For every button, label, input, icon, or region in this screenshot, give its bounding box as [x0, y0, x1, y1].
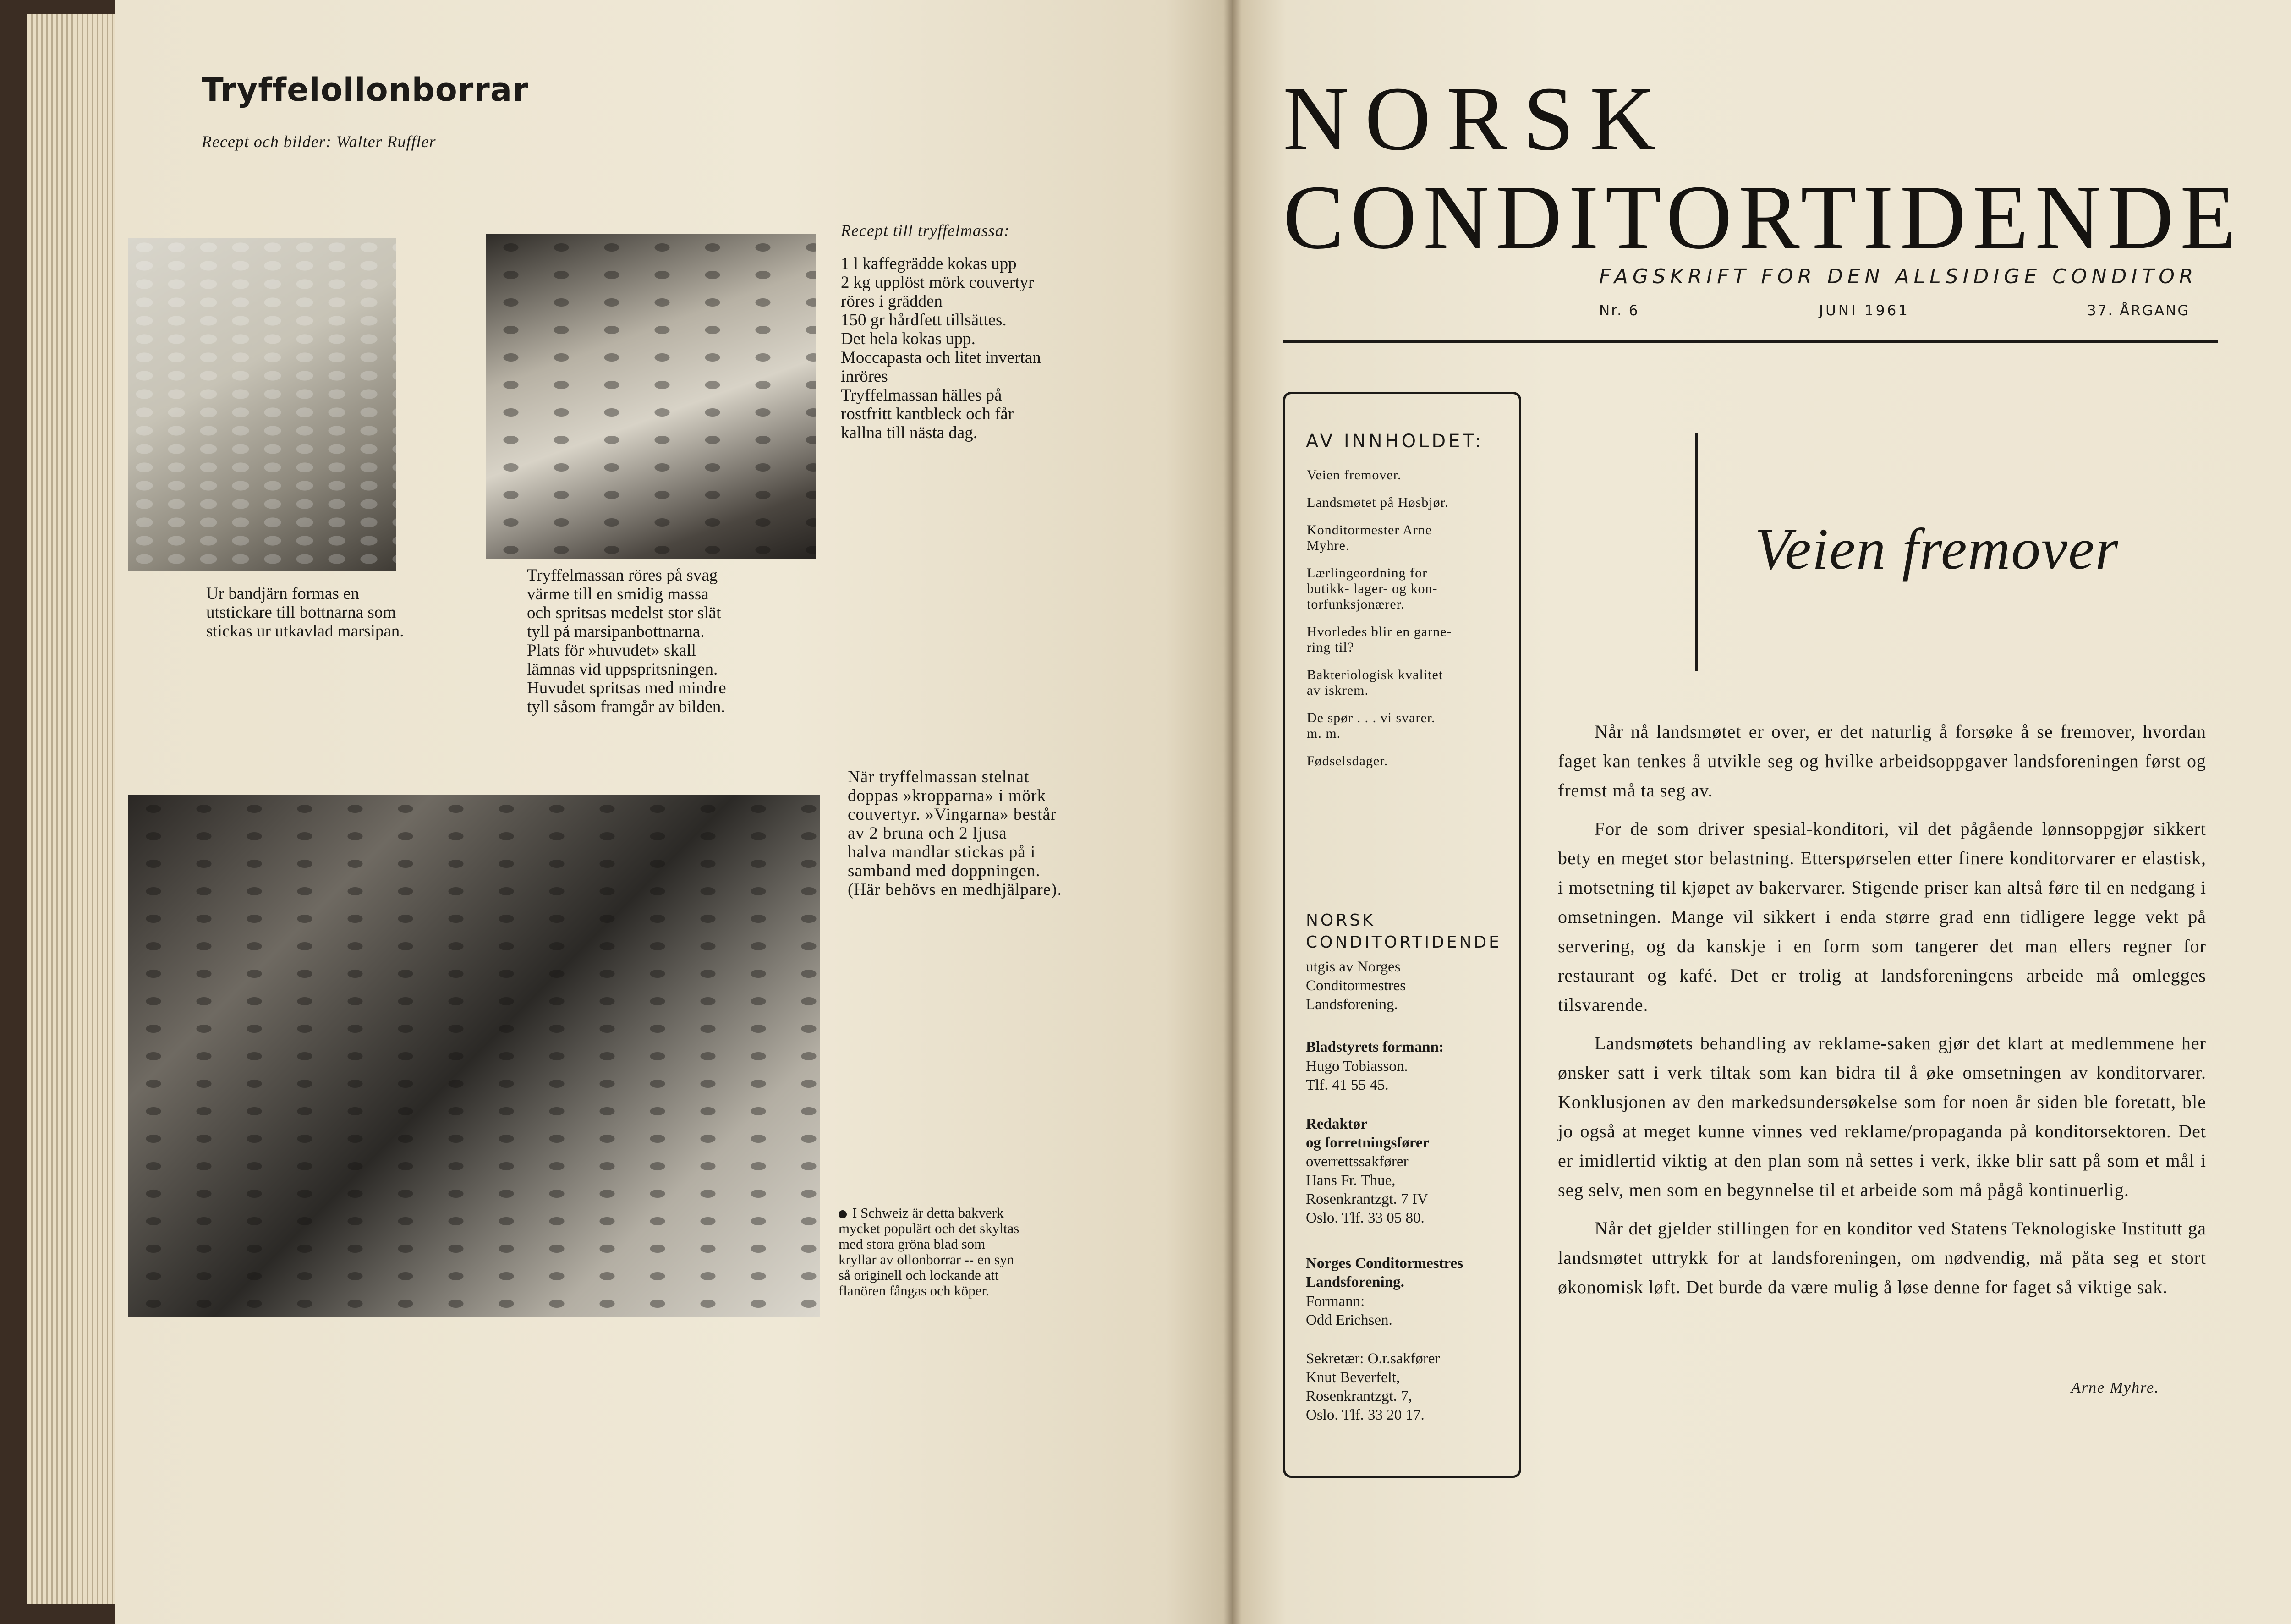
- contents-item: Bakteriologisk kvalitet av iskrem.: [1307, 667, 1443, 698]
- masthead-conditortidende: CONDITORTIDENDE: [1283, 167, 2243, 268]
- colophon-title: NORSK CONDITORTIDENDE: [1306, 911, 1502, 952]
- article-paragraph: Når det gjelder stillingen for en konditor ved Statens Teknologiske Institutt ga landsmøtet uttrykk for at landsforeningen, om nødvendig, må påta seg et stort økonomisk løft. Det burde da være mulig å løse denne for faget så viktige sak.: [1558, 1218, 2206, 1297]
- recipe-ingredients: 1 l kaffegrädde kokas upp 2 kg upplöst mörk couvertyr röres i grädden 150 gr hårdfett tillsättes. Det hela kokas upp. Moccapasta och litet invertan inröres Tryffelmassan hälles på rostfritt kantbleck och får kallna till nästa dag.: [841, 254, 1041, 442]
- contents-heading: AV INNHOLDET:: [1306, 431, 1484, 452]
- masthead-subtitle: FAGSKRIFT FOR DEN ALLSIDIGE CONDITOR: [1599, 265, 2198, 288]
- colophon-chair: Hugo Tobiasson. Tlf. 41 55 45.: [1306, 1058, 1408, 1093]
- colophon-association-label: Norges Conditormestres Landsforening.: [1306, 1255, 1463, 1290]
- bullet-note-text: I Schweiz är detta bakverk mycket populärt och det skyltas med stora gröna blad som kryllar av ollonborrar -- en syn så originell och lockande att flanören fångas och köper.: [839, 1205, 1019, 1299]
- article-title: Veien fremover: [1755, 516, 2119, 582]
- contents-list: [1307, 467, 1508, 781]
- colophon-secretary: Sekretær: O.r.sakfører Knut Beverfelt, Rosenkrantzgt. 7, Oslo. Tlf. 33 20 17.: [1306, 1350, 1440, 1423]
- masthead-rule: [1283, 340, 2218, 343]
- recipe-byline: Recept och bilder: Walter Ruffler: [202, 132, 436, 151]
- recipe-heading: Recept till tryffelmassa:: [841, 221, 1010, 240]
- photo-dipping-couverture: [128, 795, 820, 1317]
- contents-item: Fødselsdager.: [1307, 753, 1388, 768]
- photo-dipping-pattern: [128, 795, 820, 1317]
- contents-item: Konditormester Arne Myhre.: [1307, 522, 1432, 553]
- photo-piping-truffle: [486, 234, 816, 559]
- caption-marzipan: Ur bandjärn formas en utstickare till bottnarna som stickas ur utkavlad marsipan.: [206, 584, 404, 641]
- book-gutter: [1223, 0, 1242, 1624]
- article-paragraph: For de som driver spesial-konditori, vil det pågående lønnsoppgjør sikkert bety en meget stor belastning. Etterspørselen etter finere konditorvarer er elastisk, i motsetning til kjøpet av bakervarer. Stigende priser kan altså føre til en nedgang i omsetningen. Mange vil sikkert i enda større grad enn tidligere legge vekt på servering, og da kanskje i en form som tangerer det man ellers regner for restaurant og kafé. Det er trolig at landsforeningens arbeide må omlegges tilsvarende.: [1558, 818, 2206, 1015]
- caption-piping: Tryffelmassan röres på svag värme till en smidig massa och spritsas medelst stor slät tyll på marsipanbottnarna. Plats för »huvudet» skall lämnas vid uppspritsningen. Huvudet spritsas med mindre tyll såsom framgår av bilden.: [527, 566, 726, 716]
- photo-piping-pattern: [486, 234, 816, 559]
- article-paragraph: Landsmøtets behandling av reklame-saken gjør det klart at medlemmene her ønsker satt i verk tiltak som kan bidra til å øke omsetningen av konditorvarer. Konklusjonen av den markedsundersøkelse som for noen år siden ble foretatt, ble jo også at meget kunne vinnes ved reklame/propaganda på konditorsektoren. Det er imidlertid viktig at den plan som nå settes i verk, ikke blir satt på som et mål i seg selv, men som en begynnelse til et arbeide som må pågå kontinuerlig.: [1558, 1033, 2206, 1200]
- book-page-edges: [27, 14, 119, 1604]
- photo-marzipan-pattern: [128, 238, 396, 571]
- colophon-chair-label: Bladstyrets formann:: [1306, 1039, 1444, 1055]
- bullet-note: [839, 1205, 1132, 1299]
- contents-item: Landsmøtet på Høsbjør.: [1307, 495, 1449, 510]
- contents-item: Veien fremover.: [1307, 467, 1402, 483]
- contents-item: Hvorledes blir en garne- ring til?: [1307, 624, 1452, 655]
- colophon-editor-label: Redaktør og forretningsfører: [1306, 1116, 1430, 1151]
- contents-item: Lærlingeordning for butikk- lager- og kon- torfunksjonærer.: [1307, 565, 1438, 612]
- title-vertical-rule: [1695, 433, 1698, 671]
- issue-date: JUNI 1961: [1819, 302, 1910, 319]
- caption-dipping: När tryffelmassan stelnat doppas »kropparna» i mörk couvertyr. »Vingarna» består av 2 bruna och 2 ljusa halva mandlar stickas på i samband med doppningen. (Här behövs en medhjälpare).: [848, 768, 1062, 899]
- colophon-association: Formann: Odd Erichsen.: [1306, 1293, 1392, 1328]
- issue-number: Nr. 6: [1599, 302, 1639, 319]
- issue-volume: 37. ÅRGANG: [2087, 302, 2190, 319]
- bullet-icon: [839, 1210, 847, 1218]
- photo-marzipan-cutting: [128, 238, 396, 571]
- masthead-norsk: NORSK: [1283, 68, 1672, 170]
- contents-item: De spør . . . vi svarer. m. m.: [1307, 710, 1436, 741]
- colophon-editor: overrettssakfører Hans Fr. Thue, Rosenkrantzgt. 7 IV Oslo. Tlf. 33 05 80.: [1306, 1153, 1428, 1226]
- article-signature: Arne Myhre.: [2071, 1379, 2159, 1396]
- colophon-publisher: utgis av Norges Conditormestres Landsforening.: [1306, 959, 1406, 1013]
- recipe-title: Tryffelollonborrar: [202, 71, 529, 109]
- article-body: [1558, 717, 2206, 1311]
- article-paragraph: Når nå landsmøtet er over, er det naturlig å forsøke å se fremover, hvordan faget kan tenkes å utvikle seg og hvilke arbeidsoppgaver landsforeningen først og fremst må ta seg av.: [1558, 721, 2206, 801]
